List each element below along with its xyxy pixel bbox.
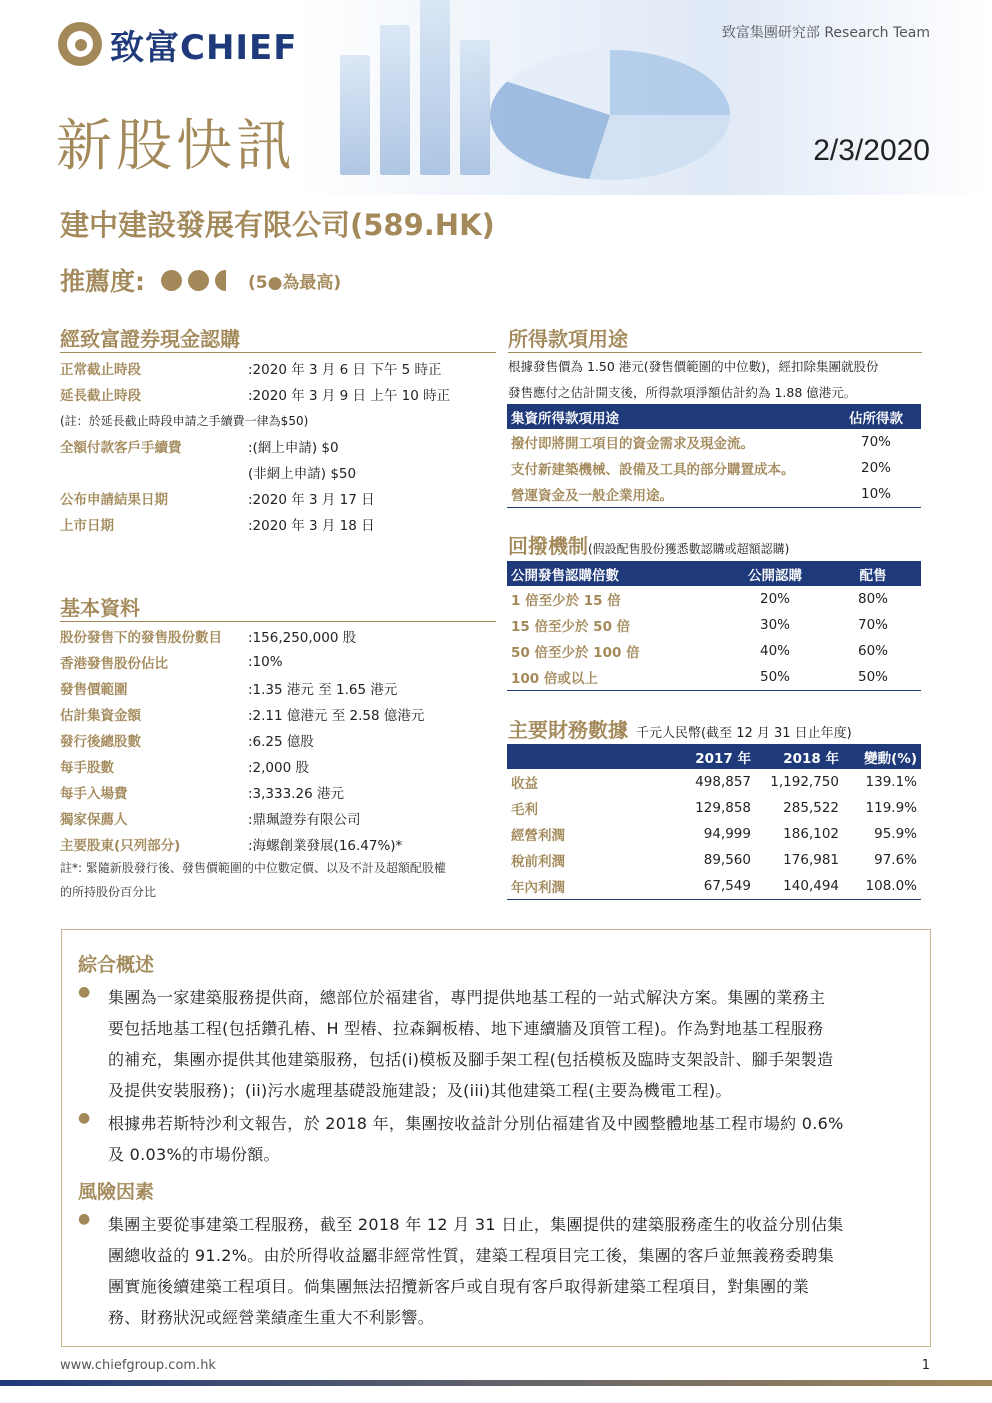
list-item: ● 根據弗若斯特沙利文報告，於 2018 年，集團按收益計分別佔福建省及中國整體地基工程市場約 0.6% 及 0.03%的市場份額。	[78, 1108, 918, 1170]
table-header-row: 公開發售認購倍數 公開認購 配售	[507, 561, 921, 586]
table-row: 稅前利潤 89,560 176,981 97.6%	[511, 852, 917, 870]
table-row: 收益 498,857 1,192,750 139.1%	[511, 774, 917, 792]
rating-dot-icon	[161, 270, 182, 291]
list-item: 估計集資金額 :2.11 億港元 至 2.58 億港元	[60, 708, 425, 724]
bullet-icon: ●	[78, 984, 91, 1000]
divider	[60, 352, 496, 353]
table-row: 年內利潤 67,549 140,494 108.0%	[507, 873, 921, 899]
summary-box	[61, 929, 931, 1347]
clawback-title: 回撥機制(假設配售股份獲悉數認購或超額認購)	[508, 534, 790, 558]
divider	[508, 352, 922, 353]
footer-url: www.chiefgroup.com.hk	[60, 1358, 216, 1373]
recommendation-rating	[60, 262, 341, 298]
list-item: 股份發售下的發售股份數目 :156,250,000 股	[60, 630, 357, 646]
list-item: 香港發售股份佔比 :10%	[60, 654, 283, 672]
table-row: 支付新建築機械、設備及工具的部分購置成本。 20%	[511, 460, 891, 478]
rating-half-dot-icon	[215, 270, 226, 291]
proceeds-table	[507, 404, 921, 508]
list-item: 獨家保薦人 :鼎珮證券有限公司	[60, 812, 361, 828]
bullet-icon: ●	[78, 1211, 91, 1227]
table-row: 50 倍至少於 100 倍 40% 60%	[511, 643, 888, 661]
basic-info-list	[60, 623, 496, 857]
list-item: 每手股數 :2,000 股	[60, 760, 309, 776]
overview-title: 綜合概述	[78, 954, 155, 976]
list-item: 每手入場費 :3,333.26 港元	[60, 786, 344, 802]
research-team-label: 致富集團研究部 Research Team	[721, 25, 930, 41]
logo-text: 致富CHIEF	[110, 27, 298, 68]
list-item: 全額付款客戶手續費 :(網上申請) $0	[60, 440, 339, 456]
risk-title: 風險因素	[78, 1181, 155, 1203]
table-header-row: 集資所得款項用途 佔所得款	[507, 404, 921, 429]
financials-title: 主要財務數據 千元人民幣(截至 12 月 31 日止年度)	[508, 718, 852, 742]
list-item: 正常截止時段 :2020 年 3 月 6 日 下午 5 時正	[60, 362, 442, 378]
table-row: 1 倍至少於 15 倍 20% 80%	[511, 591, 888, 609]
proceeds-paragraph: 根據發售價為 1.50 港元(發售價範圍的中位數)，經扣除集團就股份 發售應付之估計開支後，所得款項淨額估計約為 1.88 億港元。	[508, 359, 879, 400]
list-item: (非網上申請) $50	[248, 466, 357, 482]
clawback-table	[507, 561, 921, 691]
page-number: 1	[921, 1358, 930, 1373]
subscription-note: (註：於延長截止時段申請之手續費一律為$50)	[60, 413, 309, 428]
rating-label: 推薦度:	[60, 267, 145, 296]
table-row: 100 倍或以上 50% 50%	[507, 664, 921, 690]
rating-dot-icon	[188, 270, 209, 291]
basic-info-title: 基本資料	[60, 596, 140, 620]
masthead-title: 新股快訊	[56, 114, 296, 179]
subscription-title: 經致富證券現金認購	[60, 327, 240, 351]
list-item: ● 集團為一家建築服務提供商，總部位於福建省，專門提供地基工程的一站式解決方案。集團的業務主 要包括地基工程(包括鑽孔樁、H 型樁、拉森鋼板樁、地下連續牆及頂管工程)。作為對地基工程服務 的補充，集團亦提供其他建築服務，包括(i)模板及腳手架工程(包括模板及臨時支架設計、腳手架製造 及提供安裝服務)；(ii)污水處理基礎設施建設；及(iii)其他建築工程(主要為機電工程)。	[78, 982, 918, 1106]
table-header-row: 2017 年 2018 年 變動(%)	[507, 744, 921, 769]
list-item: 發售價範圍 :1.35 港元 至 1.65 港元	[60, 682, 398, 698]
chief-logo-icon	[58, 22, 102, 66]
rating-note: (5●為最高)	[248, 272, 342, 293]
subscription-list	[60, 355, 496, 537]
basic-info-footnote: 註*: 緊隨新股發行後、發售價範圍的中位數定價、以及不計及超額配股權 的所持股份百分比	[60, 861, 446, 899]
table-row: 經營利潤 94,999 186,102 95.9%	[511, 826, 917, 844]
list-item: 發行後總股數 :6.25 億股	[60, 734, 314, 750]
divider	[60, 621, 496, 622]
chief-logo	[58, 22, 298, 66]
table-row: 15 倍至少於 50 倍 30% 70%	[511, 617, 888, 635]
list-item: 上市日期 :2020 年 3 月 18 日	[60, 518, 375, 534]
table-row: 營運資金及一般企業用途。 10%	[507, 481, 921, 507]
list-item: ● 集團主要從事建築工程服務，截至 2018 年 12 月 31 日止，集團提供的建築服務產生的收益分別佔集 團總收益的 91.2%。由於所得收益屬非經常性質，建築工程項目完工後，集團的客戶並無義務委聘集 團實施後續建築工程項目。倘集團無法招攬新客戶或自現有客戶取得新建築工程項目，對集團的業 務、財務狀況或經營業績產生重大不利影響。	[78, 1209, 918, 1333]
table-row: 毛利 129,858 285,522 119.9%	[511, 800, 917, 818]
company-title: 建中建設發展有限公司(589.HK)	[60, 208, 495, 242]
list-item: 公布申請結果日期 :2020 年 3 月 17 日	[60, 492, 375, 508]
footer-bar	[0, 1380, 992, 1386]
report-date: 2/3/2020	[813, 134, 930, 167]
proceeds-title: 所得款項用途	[508, 327, 628, 351]
list-item: 主要股東(只列部分) :海螺創業發展(16.47%)*	[60, 838, 403, 854]
financials-table	[507, 744, 921, 900]
bullet-icon: ●	[78, 1110, 91, 1126]
table-row: 撥付即將開工項目的資金需求及現金流。 70%	[511, 434, 891, 452]
list-item: 延長截止時段 :2020 年 3 月 9 日 上午 10 時正	[60, 388, 451, 404]
